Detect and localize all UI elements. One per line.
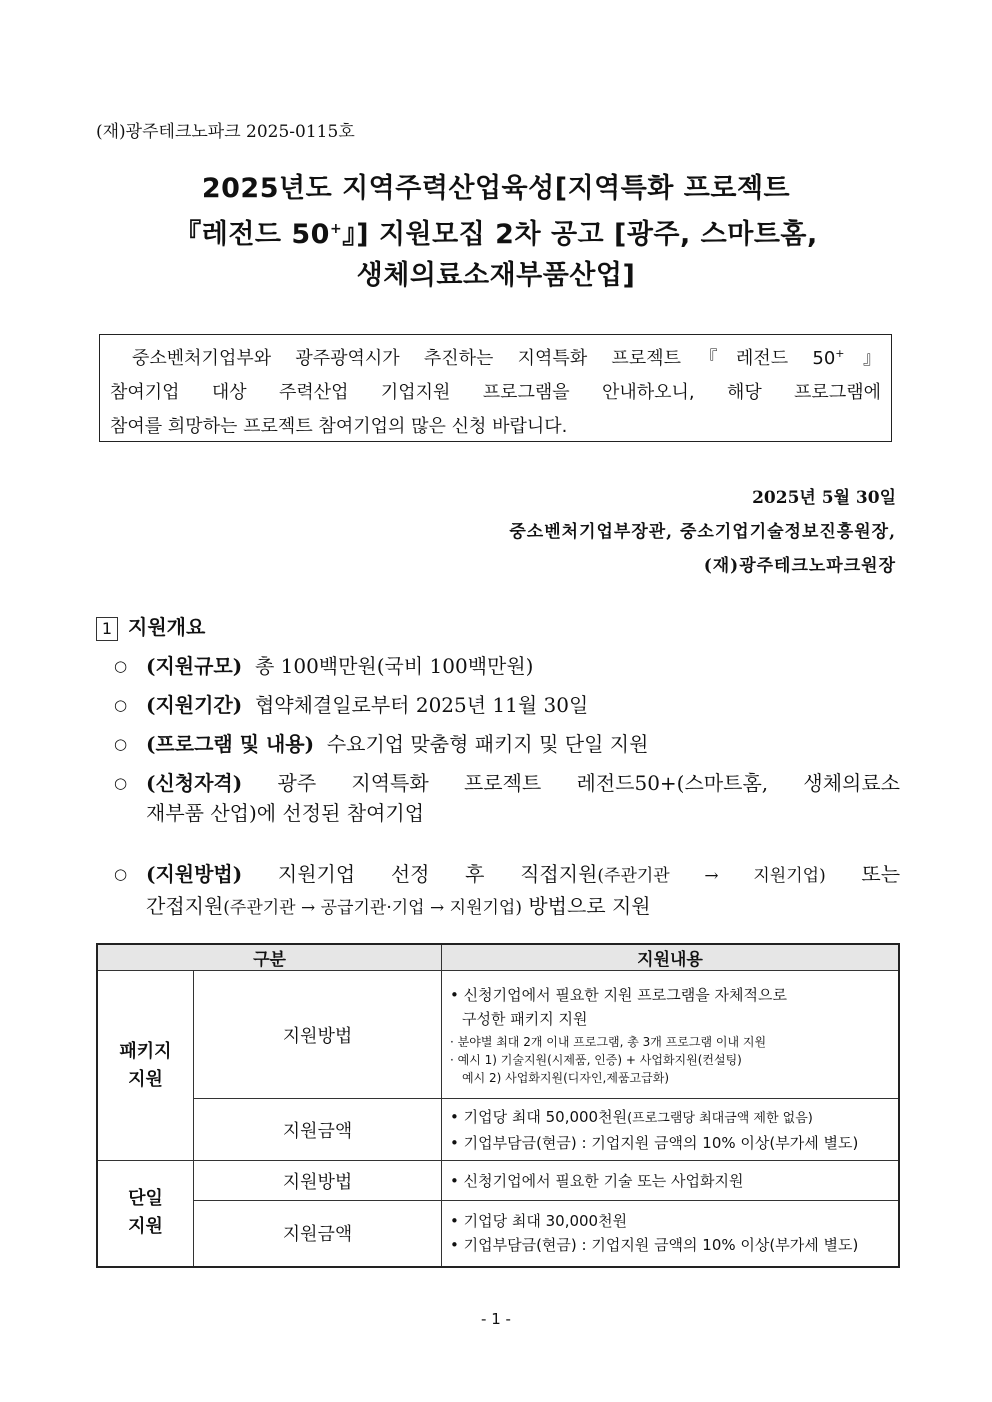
title-line-2: 『레전드 50+』] 지원모집 2차 공고 [광주, 스마트홈, [174,219,818,250]
issue-date: 2025년 5월 30일 [752,488,896,508]
intro-line-2: 참여기업 대상 주력산업 기업지원 프로그램을 안내하오니, 해당 프로그램에 [110,382,881,403]
bullet-icon: ○ [114,774,128,792]
single-amount-content: • 기업당 최대 30,000천원 • 기업부담금(현금) : 기업지원 금액의 10% 이상(부가세 별도) [442,1201,900,1267]
item-period: ○ (지원기간) 협약체결일로부터 2025년 11월 30일 [114,690,900,720]
single-amount-label: 지원금액 [194,1201,442,1267]
section-title: 지원개요 [128,615,206,639]
single-method-label: 지원방법 [194,1161,442,1201]
intro-line-3: 참여를 희망하는 프로젝트 참여기업의 많은 신청 바랍니다. [110,416,568,437]
category-single: 단일 지원 [97,1161,194,1267]
table-row [97,1099,899,1161]
section-heading [96,611,205,641]
item-method: ○ (지원방법) 지원기업 선정 후 직접지원(주관기관 → 지원기업) 또는 간접지원(주관기관 → 공급기관·기업 → 지원기업) 방법으로 지원 [114,859,900,923]
table-row [97,1161,899,1201]
intro-box [99,334,892,442]
package-amount-label: 지원금액 [194,1099,442,1161]
section-number-box: 1 [96,617,118,641]
bullet-icon: ○ [114,657,128,675]
title-line-1: 2025년도 지역주력산업육성[지역특화 프로젝트 [201,173,791,204]
table-row [97,1201,899,1267]
header-category: 구분 [97,944,442,971]
document-number: (재)광주테크노파크 2025-0115호 [96,122,355,142]
item-program: ○ (프로그램 및 내용) 수요기업 맞춤형 패키지 및 단일 지원 [114,729,900,759]
page-number: - 1 - [481,1310,511,1328]
package-method-content: • 신청기업에서 필요한 지원 프로그램을 자체적으로 구성한 패키지 지원 · 분야별 최대 2개 이내 프로그램, 총 3개 프로그램 이내 지원 · 예시 1) 기술지원(시제품, 인증) + 사업화지원(컨설팅) 예시 2) 사업화지원(디자인,제품고급화) [442,971,900,1099]
intro-line-1: 중소벤처기업부와 광주광역시가 추진하는 지역특화 프로젝트『레전드 50+』 [132,347,882,369]
category-package: 패키지 지원 [97,971,194,1161]
issuers-line-2: (재)광주테크노파크원장 [703,556,896,576]
header-content: 지원내용 [442,944,900,971]
bullet-icon: ○ [114,865,128,883]
table-row [97,971,899,1099]
item-scale: ○ (지원규모) 총 100백만원(국비 100백만원) [114,651,900,681]
title-line-3: 생체의료소재부품산업] [356,260,636,291]
bullet-icon: ○ [114,735,128,753]
package-method-label: 지원방법 [194,971,442,1099]
package-amount-content: • 기업당 최대 50,000천원(프로그램당 최대금액 제한 없음) • 기업부담금(현금) : 기업지원 금액의 10% 이상(부가세 별도) [442,1099,900,1161]
support-table [96,943,900,1268]
item-eligibility: ○ (신청자격) 광주 지역특화 프로젝트 레전드50+(스마트홈, 생체의료소 재부품 산업)에 선정된 참여기업 [114,768,900,828]
page-title [80,168,912,296]
table-header-row [97,944,899,971]
issuers-line-1: 중소벤처기업부장관, 중소기업기술정보진흥원장, [509,522,896,542]
single-method-content: • 신청기업에서 필요한 기술 또는 사업화지원 [442,1161,900,1201]
bullet-icon: ○ [114,696,128,714]
